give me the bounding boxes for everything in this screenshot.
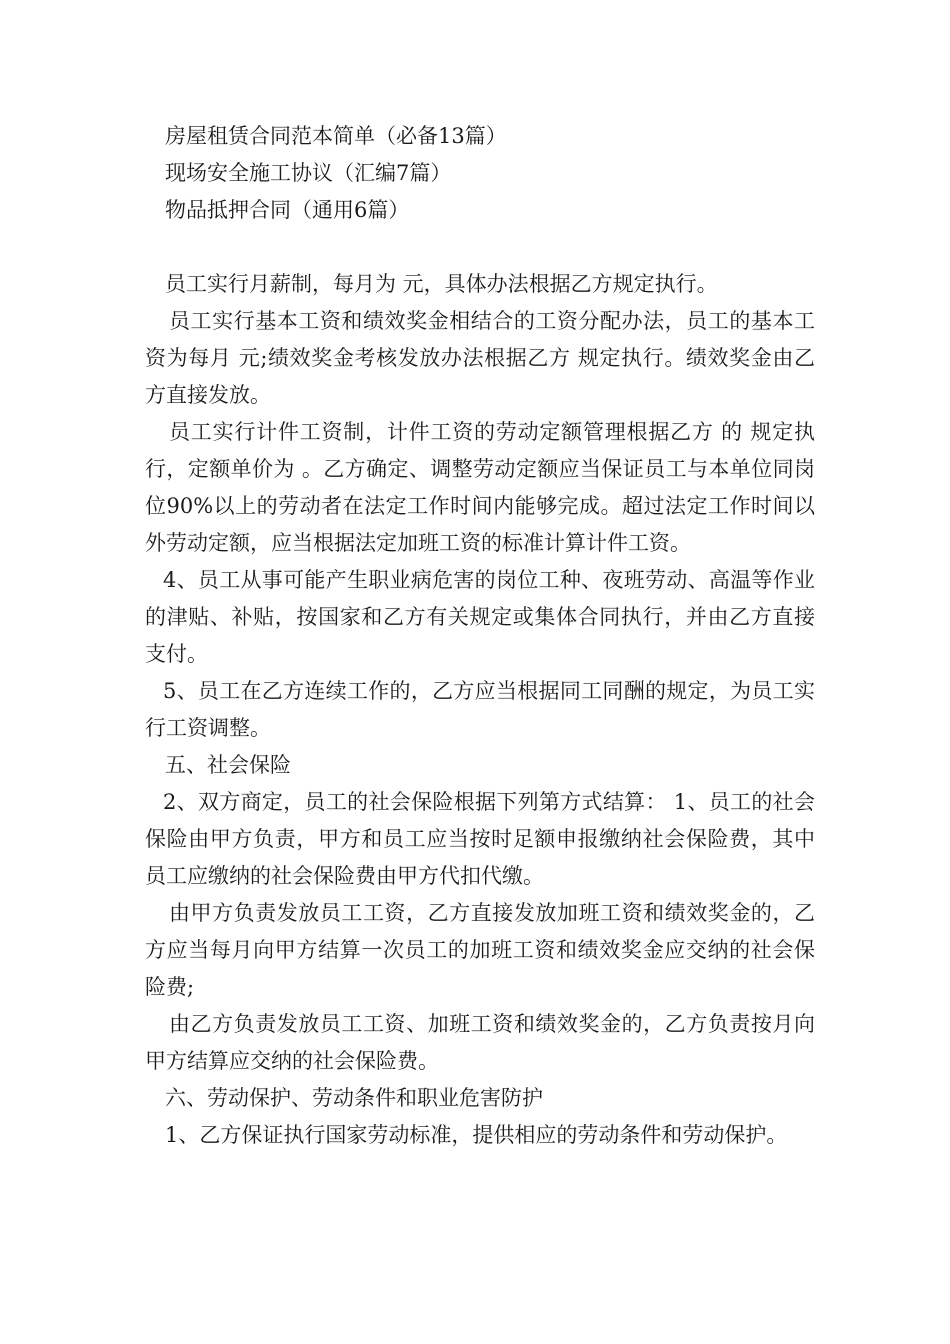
paragraph: 员工实行月薪制，每月为 元，具体办法根据乙方规定执行。 xyxy=(165,272,718,296)
section-heading: 五、社会保险 xyxy=(165,753,291,777)
paragraph: 4、员工从事可能产生职业病危害的岗位工种、夜班劳动、高温等作业的津贴、补贴，按国家和乙方有关规定或集体合同执行，并由乙方直接支付。 xyxy=(145,568,815,666)
paragraph: 员工实行计件工资制，计件工资的劳动定额管理根据乙方 的 规定执行，定额单价为 。乙方确定、调整劳动定额应当保证员工与本单位同岗位90%以上的劳动者在法定工作时间内能够完成。超过法定工作时间以外劳动定额，应当根据法定加班工资的标准计算计件工资。 xyxy=(145,420,815,555)
related-document-link[interactable]: 物品抵押合同（通用6篇） xyxy=(165,198,410,222)
paragraph: 由甲方负责发放员工工资，乙方直接发放加班工资和绩效奖金的，乙方应当每月向甲方结算一次员工的加班工资和绩效奖金应交纳的社会保险费; xyxy=(145,901,815,999)
paragraph: 由乙方负责发放员工工资、加班工资和绩效奖金的，乙方负责按月向甲方结算应交纳的社会保险费。 xyxy=(145,1012,815,1073)
paragraph: 1、乙方保证执行国家劳动标准，提供相应的劳动条件和劳动保护。 xyxy=(165,1123,788,1147)
related-document-link[interactable]: 房屋租赁合同范本简单（必备13篇） xyxy=(165,124,507,148)
paragraph: 员工实行基本工资和绩效奖金相结合的工资分配办法，员工的基本工资为每月 元;绩效奖金考核发放办法根据乙方 规定执行。绩效奖金由乙方直接发放。 xyxy=(145,309,815,407)
paragraph: 2、双方商定，员工的社会保险根据下列第方式结算： 1、员工的社会保险由甲方负责，甲方和员工应当按时足额申报缴纳社会保险费，其中员工应缴纳的社会保险费由甲方代扣代缴。 xyxy=(145,790,815,888)
paragraph: 5、员工在乙方连续工作的，乙方应当根据同工同酬的规定，为员工实行工资调整。 xyxy=(145,679,815,740)
section-heading: 六、劳动保护、劳动条件和职业危害防护 xyxy=(165,1086,543,1110)
related-document-link[interactable]: 现场安全施工协议（汇编7篇） xyxy=(165,161,452,185)
document-body xyxy=(145,266,815,1154)
related-documents-list xyxy=(145,118,825,229)
